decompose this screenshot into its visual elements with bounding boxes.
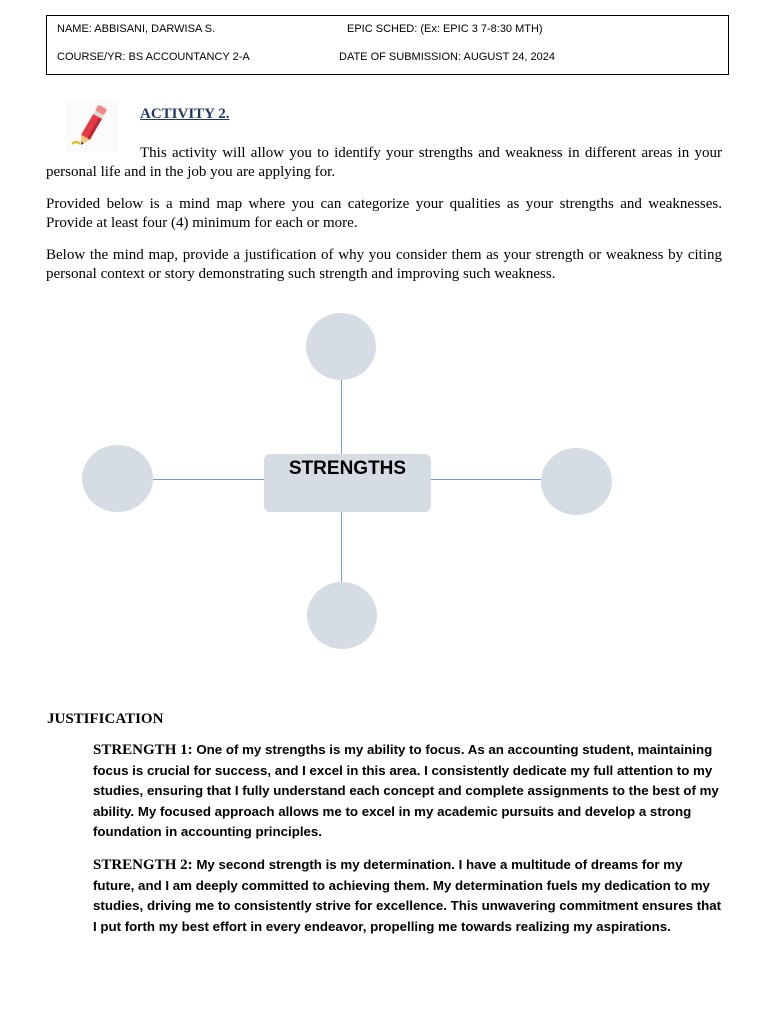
submission-date: DATE OF SUBMISSION: AUGUST 24, 2024 (339, 51, 555, 63)
instruction-paragraph-2: Provided below is a mind map where you can categorize your qualities as your strengths and weaknesses. Provide at least four (4) minimum for each or more. (46, 196, 722, 231)
strength-1-text: One of my strengths is my ability to focus. As an accounting student, maintaining focus is crucial for success, and I excel in this area. I consistently dedicate my full attention to my studies, ensuring that I fully understand each concept and complete assignments to the best of my ability. My focused approach allows me to excel in my academic pursuits and develop a strong foundation in accounting principles. (93, 742, 719, 839)
mind-map-node-left (82, 445, 153, 512)
activity-title: ACTIVITY 2. (140, 106, 230, 122)
instruction-paragraph-1: This activity will allow you to identify your strengths and weakness in different areas in your personal life and in the job you are applying for. (46, 145, 722, 180)
strength-1-paragraph (93, 740, 725, 843)
mind-map-node-right (541, 448, 612, 515)
strength-1-label: STRENGTH 1: (93, 742, 193, 758)
instruction-paragraph-3: Below the mind map, provide a justification of why you consider them as your strength or weakness by citing personal context or story demonstrating such strength and improving such weakness. (46, 247, 722, 282)
mind-map-center-node (264, 454, 431, 512)
connector-top (341, 380, 342, 454)
center-node-label: STRENGTHS (288, 458, 407, 479)
mind-map-node-top (306, 313, 376, 380)
connector-right (431, 479, 541, 480)
mind-map-node-bottom (307, 582, 377, 649)
connector-bottom (341, 512, 342, 582)
epic-schedule: EPIC SCHED: (Ex: EPIC 3 7-8:30 MTH) (347, 23, 543, 35)
mind-map (0, 300, 768, 670)
student-info-box (46, 15, 729, 75)
justification-heading: JUSTIFICATION (47, 711, 164, 727)
course-year: COURSE/YR: BS ACCOUNTANCY 2-A (57, 51, 250, 63)
strength-2-label: STRENGTH 2: (93, 857, 193, 873)
connector-left (153, 479, 264, 480)
strength-2-paragraph (93, 855, 725, 937)
student-name: NAME: ABBISANI, DARWISA S. (57, 23, 216, 35)
strength-2-text: My second strength is my determination. I have a multitude of dreams for my future, and I am deeply committed to achieving them. My determination fuels my dedication to my studies, driving me to consistently strive for excellence. This unwavering commitment ensures that I put forth my best effort in every endeavor, propelling me towards realizing my aspirations. (93, 857, 722, 934)
